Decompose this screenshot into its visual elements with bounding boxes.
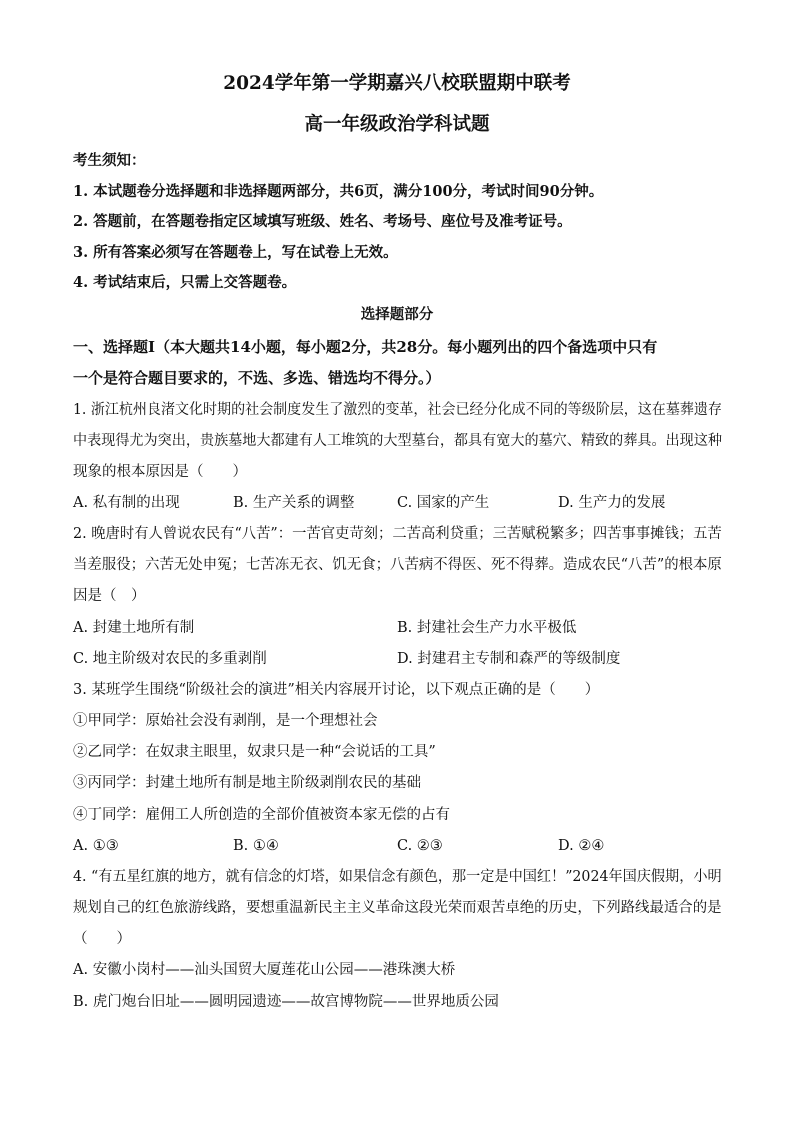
question-3-statement: ②乙同学：在奴隶主眼里，奴隶只是一种“会说话的工具”	[73, 744, 436, 760]
question-4-text: （ ）	[73, 931, 131, 947]
question-3-option-c: C. ②③	[397, 838, 443, 854]
question-2-text: 当差服役；六苦无处申冤；七苦冻无衣、饥无食；八苦病不得医、死不得葬。造成农民“八苦”的根本原	[73, 557, 722, 573]
notice-item: 4. 考试结束后，只需上交答题卷。	[73, 274, 297, 291]
notice-item: 1. 本试题卷分选择题和非选择题两部分，共6页，满分100分，考试时间90分钟。	[73, 183, 604, 200]
question-3-option-d: D. ②④	[558, 838, 605, 854]
question-1-text: 现象的根本原因是（ ）	[73, 464, 247, 480]
exam-subtitle: 高一年级政治学科试题	[304, 114, 490, 135]
question-4-option-b: B. 虎门炮台旧址——圆明园遗迹——故宫博物院——世界地质公园	[73, 994, 499, 1010]
question-2-text: 因是（ ）	[73, 588, 146, 604]
question-1-option-c: C. 国家的产生	[397, 495, 490, 511]
question-1-option-a: A. 私有制的出现	[73, 495, 180, 511]
question-3-option-b: B. ①④	[233, 838, 279, 854]
question-1-option-b: B. 生产关系的调整	[233, 495, 355, 511]
question-1-option-d: D. 生产力的发展	[558, 495, 666, 511]
question-3-option-a: A. ①③	[73, 838, 119, 854]
notice-heading: 考生须知：	[73, 152, 146, 169]
question-3-statement: ③丙同学：封建土地所有制是地主阶级剥削农民的基础	[73, 775, 421, 791]
question-2-text: 2. 晚唐时有人曾说农民有“八苦”：一苦官吏苛刻；二苦高利贷重；三苦赋税繁多；四苦事事摊钱；五苦	[73, 526, 722, 542]
exam-title: 2024学年第一学期嘉兴八校联盟期中联考	[223, 73, 571, 94]
question-4-text: 4. “有五星红旗的地方，就有信念的灯塔，如果信念有颜色，那一定是中国红！”2024年国庆假期，小明	[73, 869, 722, 885]
question-2-option-b: B. 封建社会生产力水平极低	[397, 620, 577, 636]
section-instruction: 一个是符合题目要求的，不选、多选、错选均不得分。）	[73, 369, 441, 387]
question-4-text: 规划自己的红色旅游线路，要想重温新民主主义革命这段光荣而艰苦卓绝的历史，下列路线最适合的是	[73, 900, 722, 916]
question-1-text: 1. 浙江杭州良渚文化时期的社会制度发生了激烈的变革，社会已经分化成不同的等级阶层，这在墓葬遗存	[73, 402, 722, 418]
question-1-text: 中表现得尤为突出，贵族墓地大都建有人工堆筑的大型墓台，都具有宽大的墓穴、精致的葬具。出现这种	[73, 433, 722, 449]
section-instruction: 一、选择题Ⅰ（本大题共14小题，每小题2分，共28分。每小题列出的四个备选项中只有	[73, 338, 658, 356]
question-3-text: 3. 某班学生围绕“阶级社会的演进”相关内容展开讨论，以下观点正确的是（ ）	[73, 682, 600, 698]
question-2-option-a: A. 封建土地所有制	[73, 620, 195, 636]
question-2-option-c: C. 地主阶级对农民的多重剥削	[73, 651, 267, 667]
question-4-option-a: A. 安徽小岗村——汕头国贸大厦莲花山公园——港珠澳大桥	[73, 962, 456, 978]
notice-item: 2. 答题前，在答题卷指定区域填写班级、姓名、考场号、座位号及准考证号。	[73, 213, 572, 230]
question-2-option-d: D. 封建君主专制和森严的等级制度	[397, 651, 621, 667]
section-title: 选择题部分	[360, 306, 434, 323]
question-3-statement: ④丁同学：雇佣工人所创造的全部价值被资本家无偿的占有	[73, 807, 450, 823]
question-3-statement: ①甲同学：原始社会没有剥削，是一个理想社会	[73, 713, 378, 729]
notice-item: 3. 所有答案必须写在答题卷上，写在试卷上无效。	[73, 244, 398, 261]
